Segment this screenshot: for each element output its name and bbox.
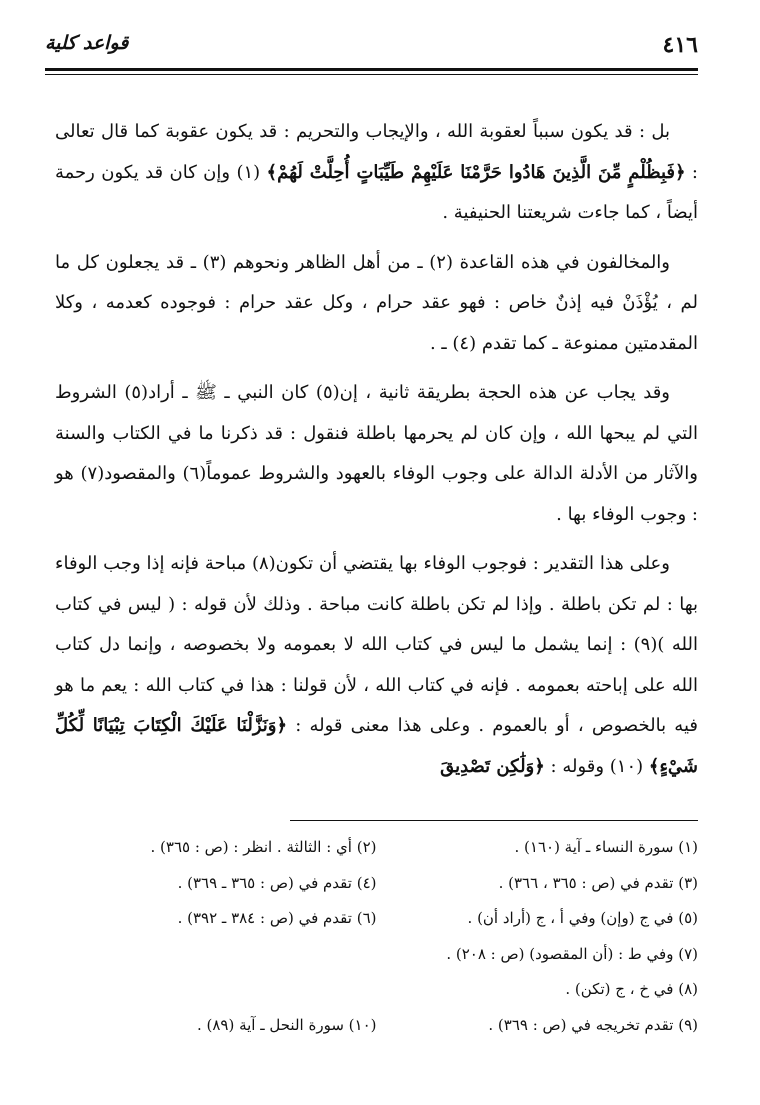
quran-verse: ﴿وَلَٰكِن تَصْدِيقَ (440, 755, 545, 777)
footnote-row (55, 901, 698, 937)
quran-verse: ﴿فَبِظُلْمٍ مِّنَ الَّذِينَ هَادُوا حَرَّمْنَا عَلَيْهِمْ طَيِّبَاتٍ أُحِلَّتْ لَهُمْ﴾ (266, 161, 686, 183)
quran-verse: ﴿وَنَزَّلْنَا عَلَيْكَ الْكِتَابَ تِبْيَانًا لِّكُلِّ شَيْءٍ﴾ (55, 715, 698, 777)
footnote-row (55, 866, 698, 902)
footnote (55, 972, 377, 1008)
footnote: (٢) أي : الثالثة . انظر : (ص : ٣٦٥) . (150, 838, 377, 856)
footnote-row (55, 937, 698, 973)
header-rule-thin (45, 74, 698, 75)
footnote: (٧) وفي ط : (أن المقصود) (ص : ٢٠٨) . (446, 944, 698, 963)
page-header (45, 30, 698, 66)
page-number: ٤١٦ (662, 32, 698, 58)
paragraph: وعلى هذا التقدير : فوجوب الوفاء بها يقتضي أن تكون(٨) مباحة فإنه إذا وجب الوفاء بها : لم تكن باطلة . وإذا لم تكن باطلة كانت مباحة . وذلك لأن قوله : ( ليس في كتاب الله )(٩) : إنما يشمل ما ليس في كتاب الله لا بعمومه ولا بخصوصه ، وإنما دل كتاب الله على إباحته بعمومه . فإنه في كتاب الله ، لأن قولنا : هذا في كتاب الله : يعم ما هو فيه بالخصوص ، أو بالعموم . وعلى هذا معنى قوله : ﴿وَنَزَّلْنَا عَلَيْكَ الْكِتَابَ تِبْيَانًا لِّكُلِّ شَيْءٍ﴾ (١٠) وقوله : ﴿وَلَٰكِن تَصْدِيقَ (55, 553, 698, 777)
footnote: (٥) في ج (وإن) وفي أ ، ج (أراد أن) . (467, 909, 698, 928)
paragraph: وقد يجاب عن هذه الحجة بطريقة ثانية ، إن(٥) كان النبي ـ ﷺ ـ أراد(٥) الشروط التي لم يبحها الله ، وإن كان لم يحرمها باطلة فنقول : قد ذكرنا ما في الكتاب والسنة والآثار من الأدلة الدالة على وجوب الوفاء بالعهود والشروط عموماً(٦) والمقصود(٧) هو : وجوب الوفاء بها . (55, 382, 698, 525)
footnote: (٨) في خ ، ج (تكن) . (565, 980, 698, 999)
footnote: (١٠) سورة النحل ـ آية (٨٩) . (196, 1015, 377, 1034)
footnote: (٩) تقدم تخريجه في (ص : ٣٦٩) . (488, 1015, 698, 1034)
footnote: (٦) تقدم في (ص : ٣٨٤ ـ ٣٩٢) . (177, 909, 377, 928)
footnote-row (55, 972, 698, 1008)
footnote: (٤) تقدم في (ص : ٣٦٥ ـ ٣٦٩) . (177, 873, 377, 892)
footnote-row (55, 830, 698, 866)
footnote: (٣) تقدم في (ص : ٣٦٥ ، ٣٦٦) . (498, 873, 698, 892)
footnote-separator (290, 820, 698, 821)
paragraph: والمخالفون في هذه القاعدة (٢) ـ من أهل الظاهر ونحوهم (٣) ـ قد يجعلون كل ما لم ، يُؤْذَنْ فيه إذنٌ خاص : فهو عقد حرام ، وكل عقد حرام : فوجوده كعدمه ، وكلا المقدمتين ممنوعة ـ كما تقدم (٤) ـ . (55, 251, 698, 354)
footnote: (١) سورة النساء ـ آية (١٦٠) . (514, 838, 698, 856)
footnotes (55, 830, 698, 1044)
header-rule-thick (45, 68, 698, 71)
paragraph: بل : قد يكون سبباً لعقوبة الله ، والإيجاب والتحريم : قد يكون عقوبة كما قال تعالى : ﴿فَبِظُلْمٍ مِّنَ الَّذِينَ هَادُوا حَرَّمْنَا عَلَيْهِمْ طَيِّبَاتٍ أُحِلَّتْ لَهُمْ﴾ (١) وإن كان قد يكون رحمة أيضاً ، كما جاءت شريعتنا الحنيفية . (55, 121, 698, 223)
footnote (55, 937, 377, 973)
book-title: قواعد كلية (45, 32, 129, 54)
footnote-row (55, 1008, 698, 1044)
main-text (55, 112, 698, 796)
